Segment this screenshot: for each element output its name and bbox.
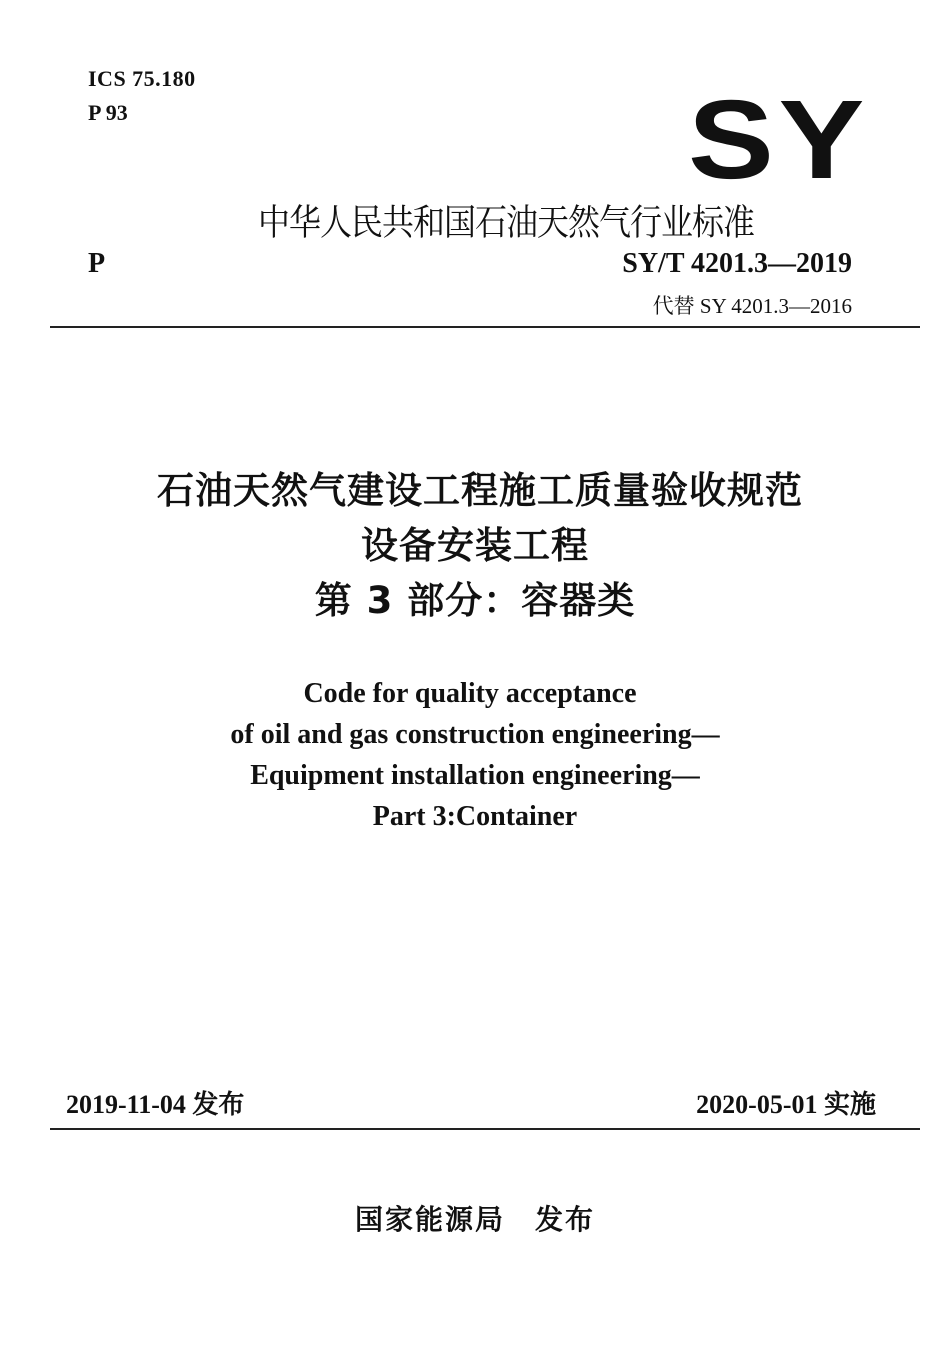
issue-date: 2019-11-04 发布: [66, 1090, 245, 1119]
title-cn-line-2: 设备安装工程: [361, 524, 589, 567]
replaces-standard: 代替 SY 4201.3—2016: [652, 294, 852, 318]
category-label: P: [88, 248, 106, 279]
bottom-divider: [50, 1128, 920, 1130]
sy-logo: SY: [688, 77, 870, 202]
title-cn-line-1: 石油天然气建设工程施工质量验收规范: [157, 469, 803, 512]
implementation-date: 2020-05-01 实施: [696, 1090, 876, 1119]
title-cn-line-3: 第 3 部分：容器类: [314, 579, 636, 622]
top-divider: [50, 326, 920, 328]
classification-code: P 93: [88, 100, 128, 125]
title-en-line-4: Part 3:Container: [372, 801, 578, 832]
publisher: 国家能源局 发布: [354, 1203, 595, 1236]
title-en-line-3: Equipment installation engineering—: [250, 760, 700, 791]
organization-title: 中华人民共和国石油天然气行业标准: [258, 200, 755, 244]
title-en-line-2: of oil and gas construction engineering—: [230, 719, 720, 750]
standard-number: SY/T 4201.3—2019: [622, 248, 852, 279]
ics-code: ICS 75.180: [88, 66, 196, 91]
title-en-line-1: Code for quality acceptance: [303, 678, 637, 709]
